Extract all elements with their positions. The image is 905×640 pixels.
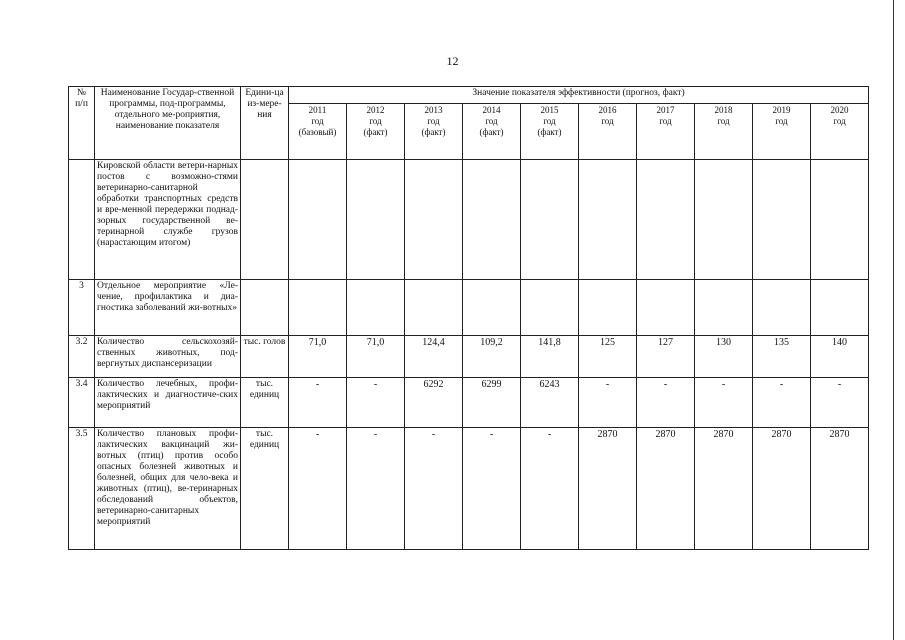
value-cell-2020 — [811, 280, 869, 336]
indicator-name: Кировской области ветери-нарных постов с возможно-стями ветеринарно-санитарной обработки транспортных средств и вре-менной передержки поднад-зорных государственной ве-теринарной службе грузов (нарастающим итогом) — [95, 160, 241, 280]
value-cell-2013 — [405, 280, 463, 336]
value-cell-2017: - — [637, 378, 695, 428]
value-cell-2014 — [463, 160, 521, 280]
header-year-sub2: (факт) — [479, 127, 504, 137]
header-year-sub2: (факт) — [421, 127, 446, 137]
indicator-unit: тыс. единиц — [241, 378, 289, 428]
value-cell-2019: - — [753, 378, 811, 428]
value-cell-2018 — [695, 160, 753, 280]
header-year-sub1: год — [717, 116, 730, 126]
value-cell-2011 — [289, 280, 347, 336]
value-cell-2013: 124,4 — [405, 336, 463, 378]
row-number: 3.2 — [69, 336, 95, 378]
header-year-year: 2012 — [366, 105, 385, 115]
value-cell-2017: 127 — [637, 336, 695, 378]
header-year-year: 2018 — [714, 105, 733, 115]
header-year-2012 — [347, 104, 405, 160]
header-year-2019 — [753, 104, 811, 160]
value-cell-2011: - — [289, 428, 347, 550]
value-cell-2014 — [463, 280, 521, 336]
header-year-year: 2016 — [598, 105, 617, 115]
value-cell-2012 — [347, 280, 405, 336]
table-row — [69, 378, 869, 428]
row-number: 3.4 — [69, 378, 95, 428]
indicator-name: Отдельное мероприятие «Ле-чение, профилактика и диа-гностика заболеваний жи-вотных» — [95, 280, 241, 336]
header-year-sub1: год — [601, 116, 614, 126]
indicator-unit: тыс. единиц — [241, 428, 289, 550]
indicator-name: Количество лечебных, профи-лактических и диагностиче-ских мероприятий — [95, 378, 241, 428]
header-values-group: Значение показателя эффективности (прогноз, факт) — [289, 87, 869, 104]
indicator-name: Количество сельскохозяй-ственных животных, под-вергнутых диспансеризации — [95, 336, 241, 378]
header-year-2013 — [405, 104, 463, 160]
value-cell-2018: 2870 — [695, 428, 753, 550]
header-year-sub1: год — [659, 116, 672, 126]
value-cell-2016 — [579, 160, 637, 280]
header-year-2017 — [637, 104, 695, 160]
page-number: 12 — [446, 54, 459, 68]
value-cell-2013 — [405, 160, 463, 280]
header-year-2020 — [811, 104, 869, 160]
value-cell-2014: 109,2 — [463, 336, 521, 378]
value-cell-2020: 2870 — [811, 428, 869, 550]
header-year-sub1: год — [775, 116, 788, 126]
value-cell-2011: 71,0 — [289, 336, 347, 378]
value-cell-2017: 2870 — [637, 428, 695, 550]
table-row — [69, 280, 869, 336]
header-year-year: 2019 — [772, 105, 791, 115]
row-number — [69, 160, 95, 280]
value-cell-2020 — [811, 160, 869, 280]
value-cell-2017 — [637, 160, 695, 280]
value-cell-2015: - — [521, 428, 579, 550]
header-name: Наименование Государ-ственной программы, под-программы, отдельного ме-роприятия, наименование показателя — [95, 87, 241, 160]
value-cell-2016: 125 — [579, 336, 637, 378]
value-cell-2015: 141,8 — [521, 336, 579, 378]
value-cell-2014: 6299 — [463, 378, 521, 428]
table-row — [69, 336, 869, 378]
value-cell-2012: - — [347, 378, 405, 428]
value-cell-2019: 135 — [753, 336, 811, 378]
page-edge-line — [893, 0, 894, 640]
value-cell-2011 — [289, 160, 347, 280]
indicator-unit — [241, 160, 289, 280]
indicator-unit — [241, 280, 289, 336]
value-cell-2019: 2870 — [753, 428, 811, 550]
value-cell-2018 — [695, 280, 753, 336]
value-cell-2016 — [579, 280, 637, 336]
value-cell-2012 — [347, 160, 405, 280]
row-number: 3 — [69, 280, 95, 336]
value-cell-2019 — [753, 280, 811, 336]
header-year-sub2: (базовый) — [298, 127, 337, 137]
header-year-year: 2020 — [830, 105, 849, 115]
value-cell-2013: 6292 — [405, 378, 463, 428]
header-year-sub1: год — [427, 116, 440, 126]
header-year-2018 — [695, 104, 753, 160]
header-year-sub1: год — [485, 116, 498, 126]
indicator-unit: тыс. голов — [241, 336, 289, 378]
value-cell-2012: - — [347, 428, 405, 550]
header-year-year: 2011 — [308, 105, 327, 115]
header-year-sub2: (факт) — [363, 127, 388, 137]
value-cell-2018: - — [695, 378, 753, 428]
value-cell-2018: 130 — [695, 336, 753, 378]
header-year-sub2: (факт) — [537, 127, 562, 137]
value-cell-2015: 6243 — [521, 378, 579, 428]
value-cell-2015 — [521, 160, 579, 280]
value-cell-2012: 71,0 — [347, 336, 405, 378]
value-cell-2016: 2870 — [579, 428, 637, 550]
indicator-name: Количество плановых профи-лактических вакцинаций жи-вотных (птиц) против особо опасных болезней животных и болезней, общих для чело-века и животных (птиц), ве-теринарных обследований объектов, ветеринарно-санитарных мероприятий — [95, 428, 241, 550]
table-row — [69, 160, 869, 280]
header-year-2016 — [579, 104, 637, 160]
efficiency-indicators-table — [68, 86, 869, 550]
header-year-sub1: год — [311, 116, 324, 126]
value-cell-2011: - — [289, 378, 347, 428]
header-year-sub1: год — [543, 116, 556, 126]
table-row — [69, 428, 869, 550]
header-number: № п/п — [69, 87, 95, 160]
value-cell-2017 — [637, 280, 695, 336]
header-year-sub1: год — [369, 116, 382, 126]
row-number: 3.5 — [69, 428, 95, 550]
value-cell-2019 — [753, 160, 811, 280]
header-year-2015 — [521, 104, 579, 160]
value-cell-2020: - — [811, 378, 869, 428]
header-year-year: 2014 — [482, 105, 501, 115]
header-year-2014 — [463, 104, 521, 160]
header-year-year: 2013 — [424, 105, 443, 115]
value-cell-2020: 140 — [811, 336, 869, 378]
header-year-year: 2015 — [540, 105, 559, 115]
header-unit: Едини-ца из-мере-ния — [241, 87, 289, 160]
header-year-sub1: год — [833, 116, 846, 126]
value-cell-2015 — [521, 280, 579, 336]
header-year-year: 2017 — [656, 105, 675, 115]
value-cell-2014: - — [463, 428, 521, 550]
value-cell-2016: - — [579, 378, 637, 428]
value-cell-2013: - — [405, 428, 463, 550]
header-year-2011 — [289, 104, 347, 160]
